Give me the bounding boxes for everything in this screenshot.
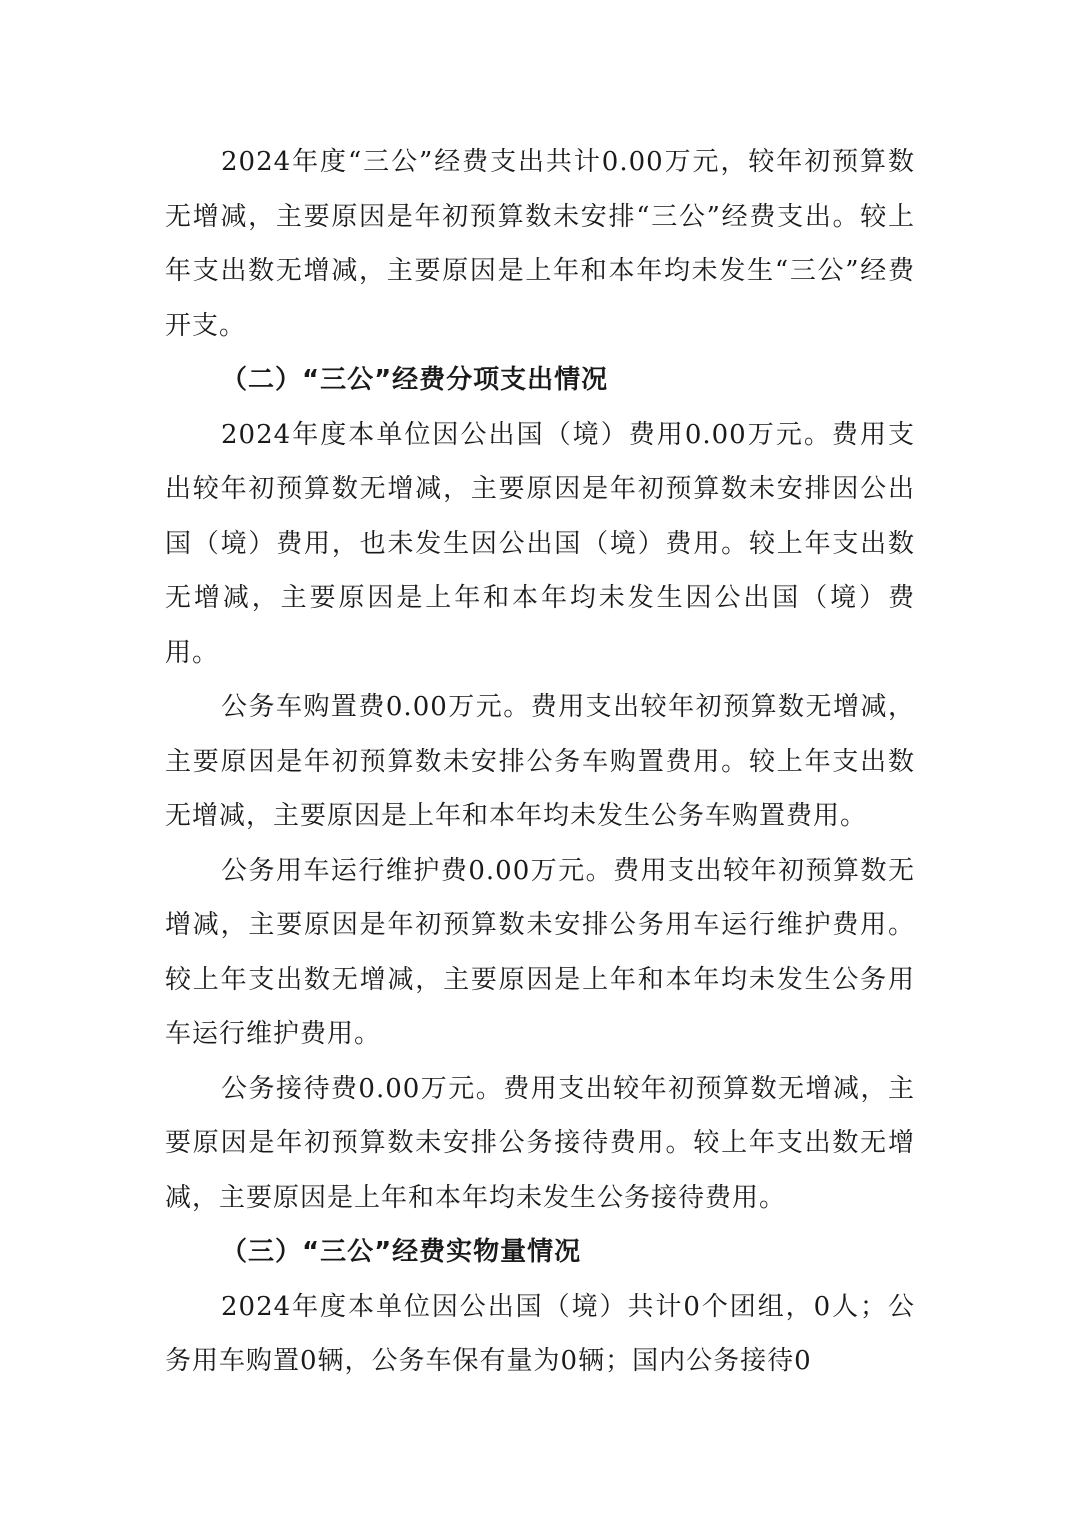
paragraph-vehicle-purchase: 公务车购置费0.00万元。费用支出较年初预算数无增减，主要原因是年初预算数未安排公务车购置费用。较上年支出数无增减，主要原因是上年和本年均未发生公务车购置费用。 [165, 692, 915, 831]
paragraph-official-reception: 公务接待费0.00万元。费用支出较年初预算数无增减，主要原因是年初预算数未安排公务接待费用。较上年支出数无增减，主要原因是上年和本年均未发生公务接待费用。 [165, 1073, 915, 1213]
paragraph-vehicle-maintenance: 公务用车运行维护费0.00万元。费用支出较年初预算数无增减，主要原因是年初预算数未安排公务用车运行维护费用。较上年支出数无增减，主要原因是上年和本年均未发生公务用车运行维护费用。 [165, 855, 915, 1049]
paragraph-overseas-travel: 2024年度本单位因公出国（境）费用0.00万元。费用支出较年初预算数无增减，主要原因是年初预算数未安排因公出国（境）费用，也未发生因公出国（境）费用。较上年支出数无增减，主要原因是上年和本年均未发生因公出国（境）费用。 [165, 419, 915, 668]
section-heading-itemized-expenditure: （二）“三公”经费分项支出情况 [221, 365, 609, 395]
document-body [165, 135, 915, 1389]
paragraph-physical-quantity: 2024年度本单位因公出国（境）共计0个团组，0人；公务用车购置0辆，公务车保有量为0辆；国内公务接待0 [165, 1291, 915, 1376]
section-heading-physical-quantity: （三）“三公”经费实物量情况 [221, 1237, 582, 1267]
paragraph-total-expenditure: 2024年度“三公”经费支出共计0.00万元，较年初预算数无增减，主要原因是年初预算数未安排“三公”经费支出。较上年支出数无增减，主要原因是上年和本年均未发生“三公”经费开支。 [165, 147, 915, 341]
